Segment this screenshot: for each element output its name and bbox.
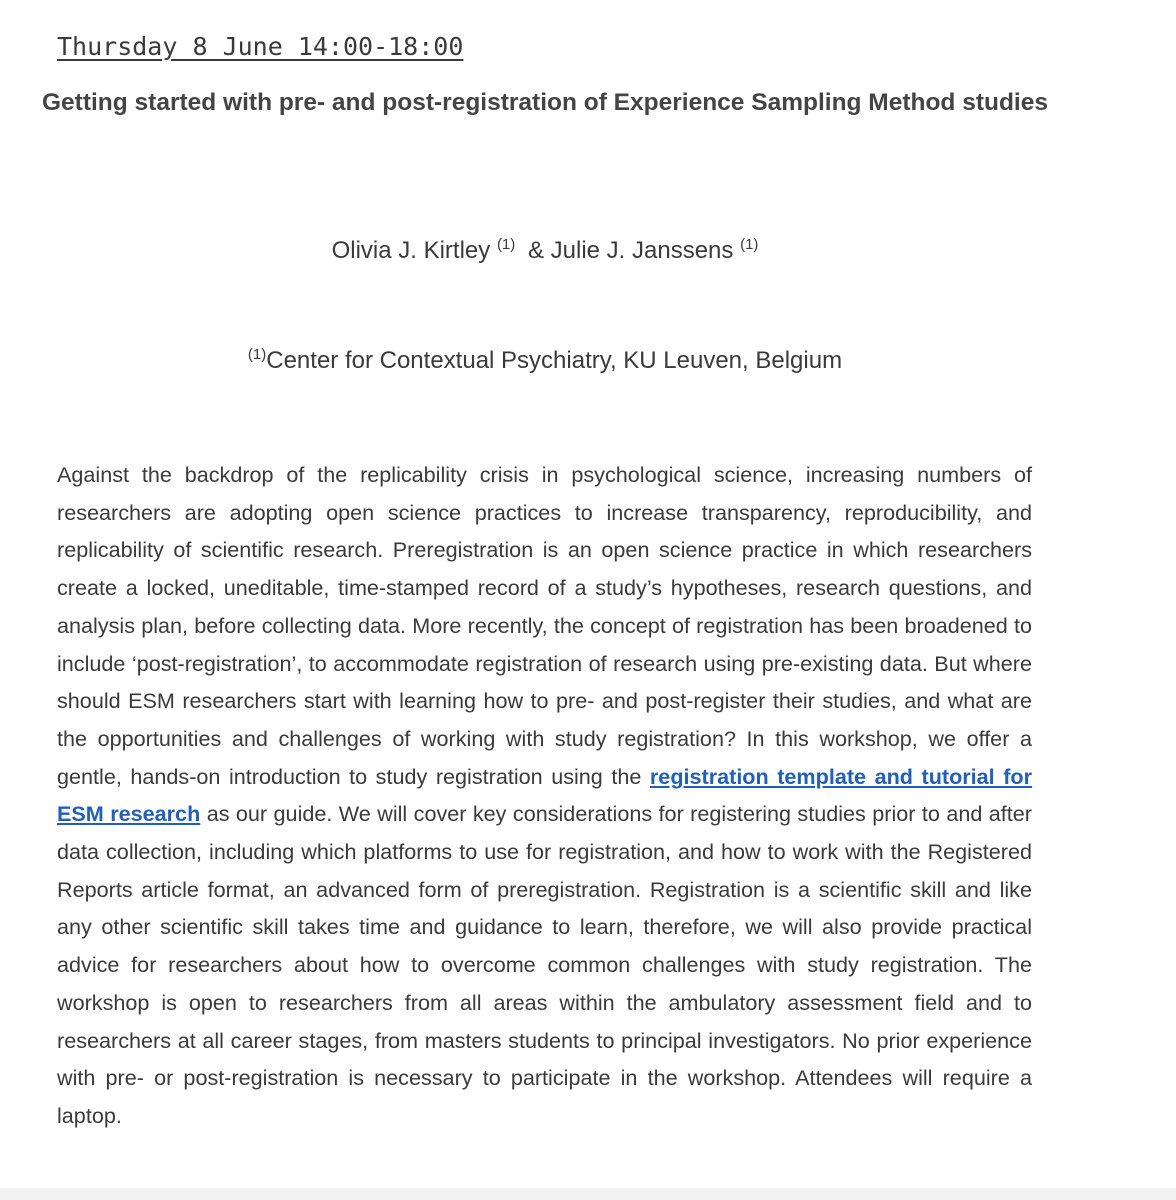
registration-template-link[interactable]: registration template and tutorial for ESM research bbox=[57, 763, 1032, 827]
page-bottom-edge bbox=[0, 1188, 1176, 1200]
session-date-time: Thursday 8 June 14:00-18:00 bbox=[57, 32, 464, 61]
authors-line bbox=[40, 234, 1050, 268]
author-separator: & bbox=[527, 237, 544, 264]
workshop-title: Getting started with pre- and post-registration of Experience Sampling Method studies bbox=[42, 89, 1048, 116]
affiliation-line bbox=[40, 344, 1050, 378]
author-affiliation-marker: (1) bbox=[740, 236, 759, 253]
abstract-text-before-link: Against the backdrop of the replicability crisis in psychological science, increasing numbers of researchers are adopting open science practices to increase transparency, reproducibility, and replicability of scientific research. Preregistration is an open science practice in which researchers create a locked, uneditable, time-stamped record of a study’s hypotheses, research questions, and analysis plan, before collecting data. More recently, the concept of registration has been broadened to include ‘post-registration’, to accommodate registration of research using pre-existing data. But where should ESM researchers start with learning how to pre- and post-register their studies, and what are the opportunities and challenges of working with study registration? In this workshop, we offer a gentle, hands-on introduction to study registration using the bbox=[57, 462, 1032, 789]
author-name: Olivia J. Kirtley bbox=[331, 237, 491, 264]
abstract-text-after-link: as our guide. We will cover key considerations for registering studies prior to and after data collection, including which platforms to use for registration, and how to work with the Registered Reports article format, an advanced form of preregistration. Registration is a scientific skill and like any other scientific skill takes time and guidance to learn, therefore, we will also provide practical advice for researchers about how to overcome common challenges with study registration. The workshop is open to researchers from all areas within the ambulatory assessment field and to researchers at all career stages, from masters students to principal investigators. No prior experience with pre- or post-registration is necessary to participate in the workshop. Attendees will require a laptop. bbox=[57, 801, 1032, 1128]
abstract-paragraph bbox=[57, 456, 1032, 1135]
author-affiliation-marker: (1) bbox=[496, 236, 516, 253]
author-name: Julie J. Janssens bbox=[550, 237, 734, 264]
affiliation-marker: (1) bbox=[247, 346, 267, 363]
affiliation-text: Center for Contextual Psychiatry, KU Leuven, Belgium bbox=[266, 347, 843, 374]
